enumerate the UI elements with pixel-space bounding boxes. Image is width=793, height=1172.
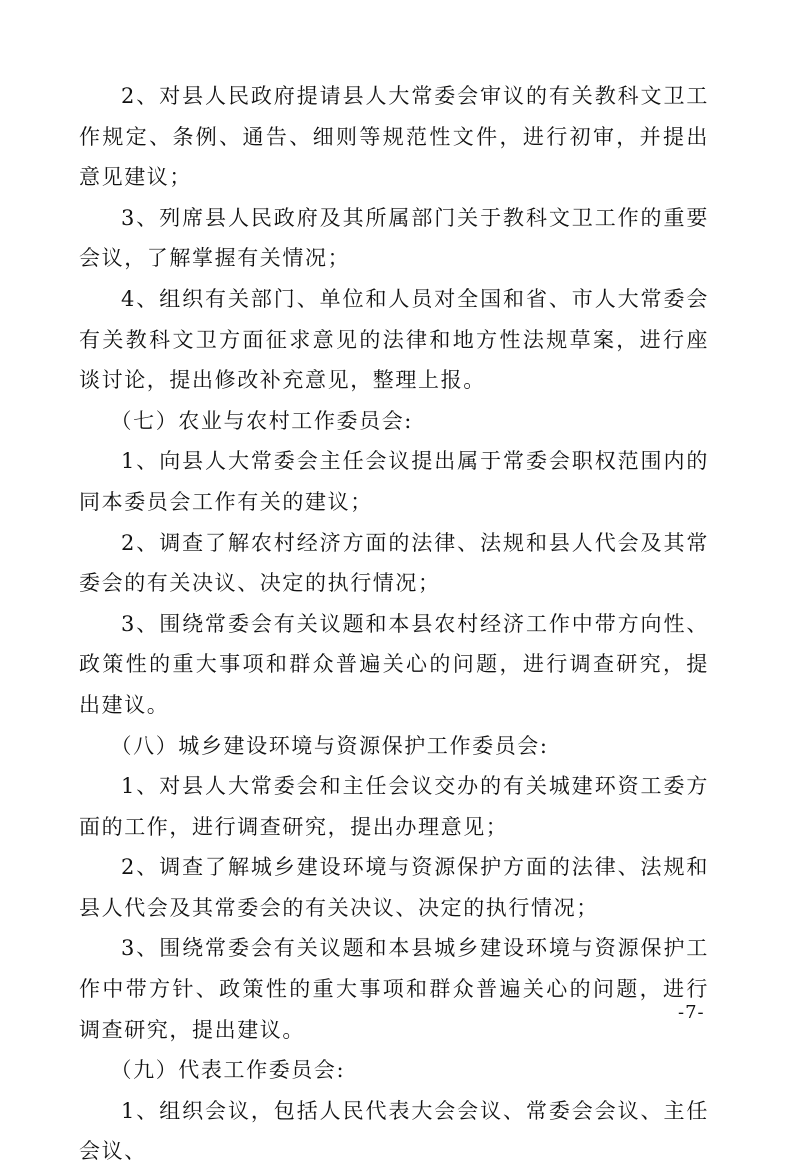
paragraph-item-8-3: 3、围绕常委会有关议题和本县城乡建设环境与资源保护工作中带方针、政策性的重大事项和群众普遍关心的问题，进行调查研究，提出建议。 xyxy=(79,936,709,1042)
document-body xyxy=(79,76,709,1172)
section-heading-7: （七）农业与农村工作委员会: xyxy=(110,408,413,433)
paragraph-item-7-3: 3、围绕常委会有关议题和本县农村经济工作中带方向性、政策性的重大事项和群众普遍关心的问题，进行调查研究，提出建议。 xyxy=(79,611,709,717)
paragraph-item-7-1: 1、向县人大常委会主任会议提出属于常委会职权范围内的同本委员会工作有关的建议； xyxy=(79,449,709,514)
section-heading-8: （八）城乡建设环境与资源保护工作委员会: xyxy=(110,733,549,758)
paragraph-item-4: 4、组织有关部门、单位和人员对全国和省、市人大常委会有关教科文卫方面征求意见的法律和地方性法规草案，进行座谈讨论，提出修改补充意见，整理上报。 xyxy=(79,286,709,393)
paragraph-item-7-2: 2、调查了解农村经济方面的法律、法规和县人代会及其常委会的有关决议、决定的执行情况； xyxy=(79,530,709,596)
page-number: -7- xyxy=(678,1002,705,1023)
paragraph-item-8-2: 2、调查了解城乡建设环境与资源保护方面的法律、法规和县人代会及其常委会的有关决议、决定的执行情况； xyxy=(79,855,709,920)
paragraph-item-3: 3、列席县人民政府及其所属部门关于教科文卫工作的重要会议，了解掌握有关情况； xyxy=(79,205,709,271)
paragraph-item-9-1: 1、组织会议，包括人民代表大会会议、常委会会议、主任会议、 xyxy=(79,1098,709,1164)
section-heading-9: （九）代表工作委员会: xyxy=(110,1058,346,1083)
paragraph-item-2: 2、对县人民政府提请县人大常委会审议的有关教科文卫工作规定、条例、通告、细则等规范性文件，进行初审，并提出意见建议； xyxy=(79,84,709,190)
paragraph-item-8-1: 1、对县人大常委会和主任会议交办的有关城建环资工委方面的工作，进行调查研究，提出办理意见； xyxy=(79,774,709,839)
